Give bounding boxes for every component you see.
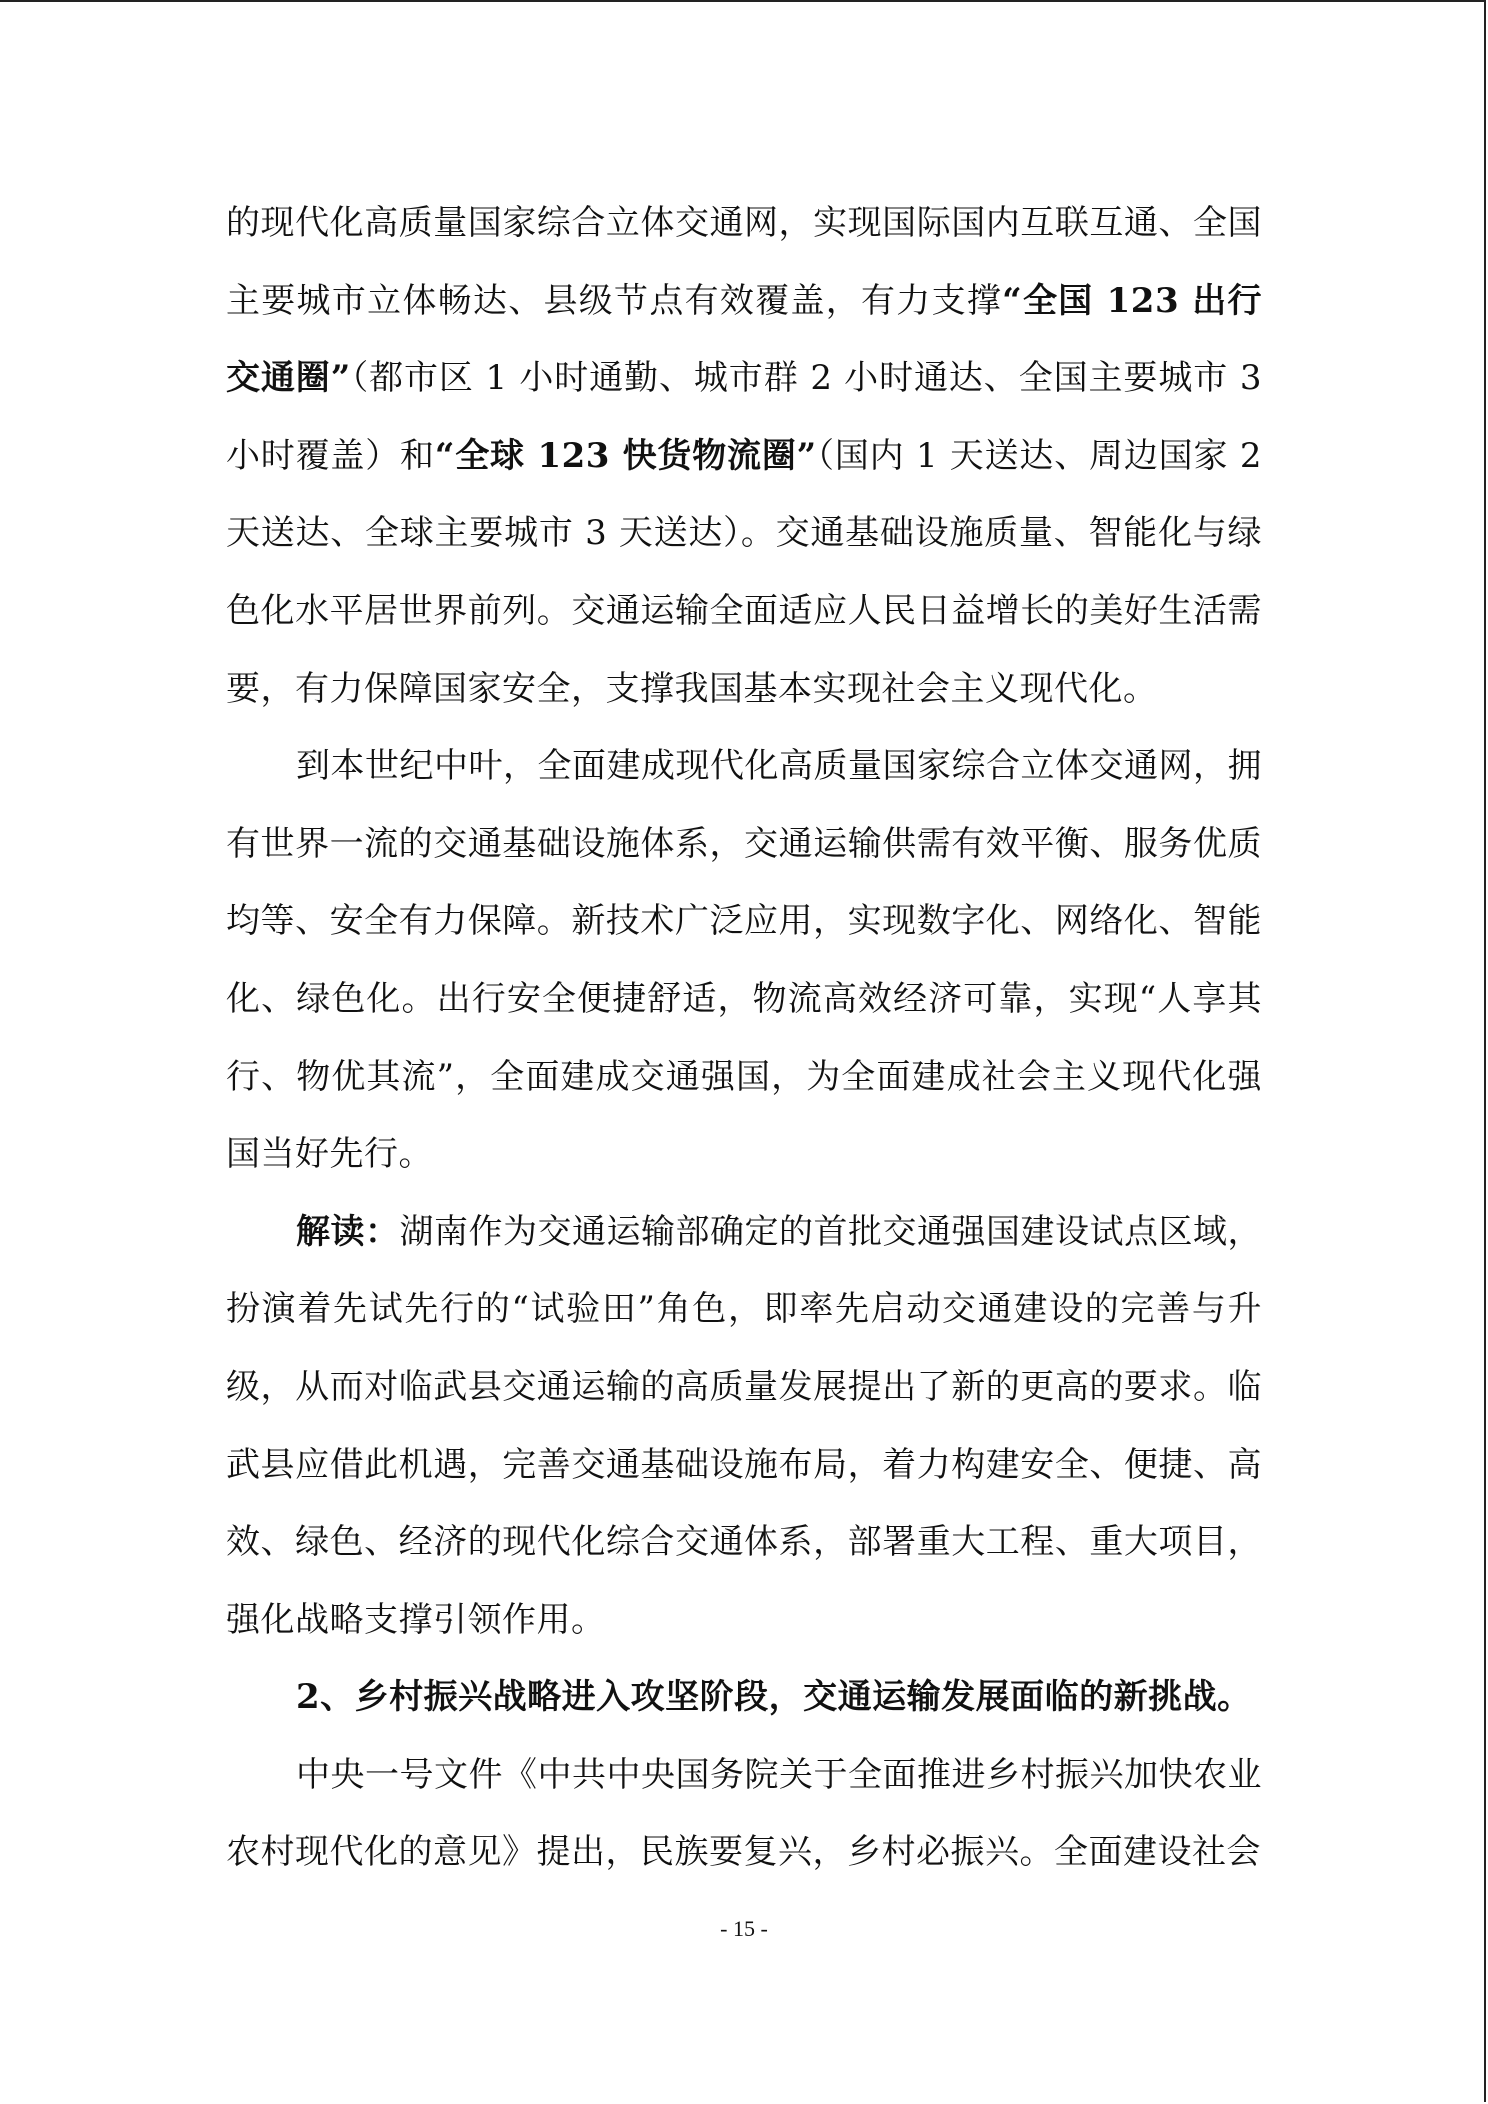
document-body (226, 185, 1262, 1892)
text-segment: 的现代化高质量国家综合立体交通网，实现国际国内互联互通、全国主要城市立体畅达、县级节点有效覆盖，有力支撑 (226, 203, 1262, 321)
paragraph-goal-mid-century (226, 728, 1262, 1194)
bold-phrase-logistics-circle: “全球 123 快货物流圈” (434, 435, 817, 476)
paragraph-central-document (226, 1737, 1262, 1892)
interpretation-label: 解读： (296, 1211, 400, 1252)
bold-phrase-travel-circle: “全国 123 出行交通圈” (226, 280, 1262, 399)
page-number: - 15 - (720, 1916, 768, 1941)
text-segment: 湖南作为交通运输部确定的首批交通强国建设试点区域，扮演着先试先行的“试验田”角色，即率先启动交通建设的完善与升级，从而对临武县交通运输的高质量发展提出了新的更高的要求。临武县应借此机遇，完善交通基础设施布局，着力构建安全、便捷、高效、绿色、经济的现代化综合交通体系，部署重大工程、重大项目，强化战略支撑引领作用。 (226, 1211, 1262, 1640)
text-segment: 到本世纪中叶，全面建成现代化高质量国家综合立体交通网，拥有世界一流的交通基础设施体系，交通运输供需有效平衡、服务优质均等、安全有力保障。新技术广泛应用，实现数字化、网络化、智能化、绿色化。出行安全便捷舒适，物流高效经济可靠，实现“人享其行、物优其流”，全面建成交通强国，为全面建成社会主义现代化强国当好先行。 (226, 746, 1262, 1175)
text-segment: （国内 1 天送达、周边国家 2 天送达、全球主要城市 3 天送达）。交通基础设施质量、智能化与绿色化水平居世界前列。交通运输全面适应人民日益增长的美好生活需要，有力保障国家安全，支撑我国基本实现社会主义现代化。 (226, 435, 1263, 709)
paragraph-interpretation (226, 1194, 1262, 1660)
text-segment: （都市区 1 小时通勤、城市群 2 小时通达、全国主要城市 3 小时覆盖）和 (226, 358, 1262, 476)
text-segment: 中央一号文件《中共中央国务院关于全面推进乡村振兴加快农业农村现代化的意见》提出，民族要复兴，乡村必振兴。全面建设社会 (226, 1754, 1262, 1873)
heading-text: 2、乡村振兴战略进入攻坚阶段，交通运输发展面临的新挑战。 (296, 1677, 1252, 1718)
section-heading-rural-revitalization (226, 1659, 1262, 1737)
paragraph-goal-2035 (226, 185, 1262, 728)
